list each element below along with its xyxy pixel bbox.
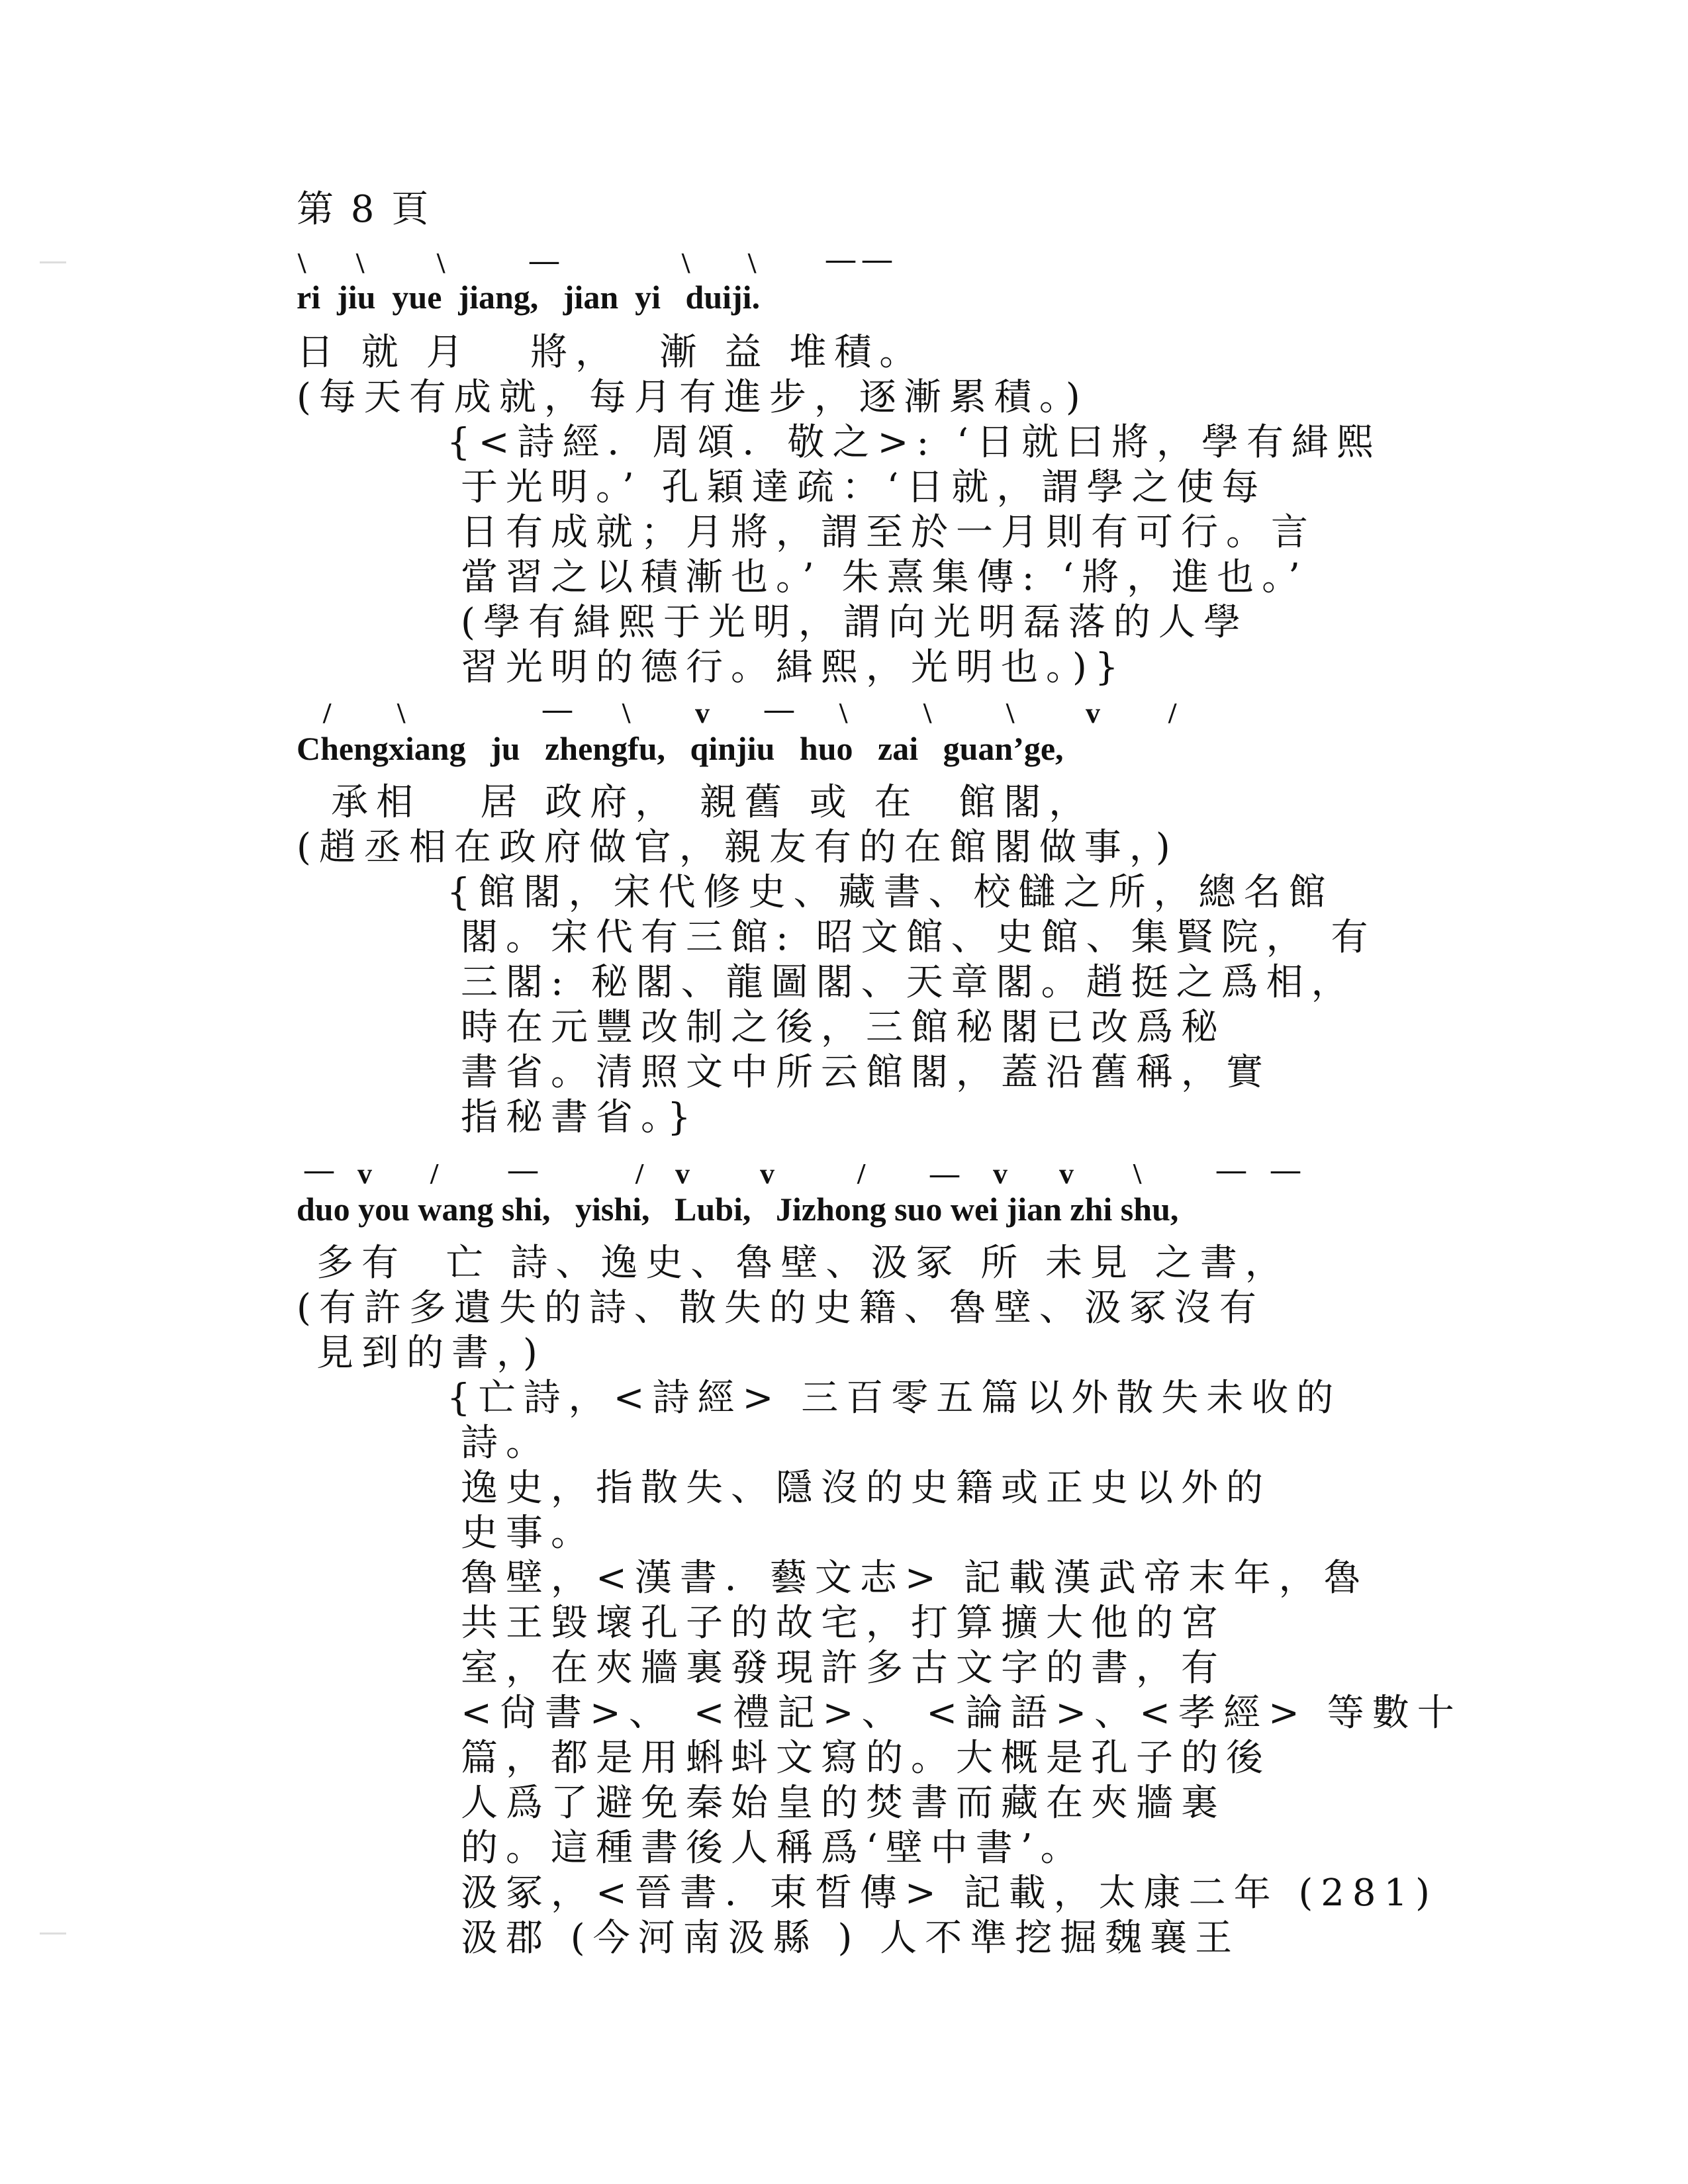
note-line: 魯壁，<漢書．藝文志> 記載漢武帝末年，魯: [461, 1557, 1369, 1600]
tone-mark: —: [930, 1158, 959, 1190]
note-line: 時在元豐改制之後，三館秘閣已改爲秘: [461, 1006, 1226, 1049]
tone-mark: /: [323, 697, 332, 729]
hanzi-line: 多有 亡 詩、逸史、魯壁、汲冢 所 未見 之書，: [316, 1242, 1290, 1285]
scan-artifact: [40, 1933, 66, 1934]
note-line: {亡詩，<詩經> 三百零五篇以外散失未收的: [447, 1377, 1342, 1420]
tone-mark: \: [682, 247, 690, 279]
tone-mark: /: [635, 1158, 644, 1190]
note-line: {<詩經．周頌．敬之>: ‘日就曰將，學有緝熙: [447, 421, 1382, 464]
tone-mark: \: [748, 247, 757, 279]
hanzi-line: 承相 居 政府， 親舊 或 在 館閣，: [331, 781, 1094, 824]
tone-mark: v: [993, 1158, 1008, 1190]
tone-mark: v: [760, 1158, 774, 1190]
note-line: 汲郡 (今河南汲縣 ) 人不準挖掘魏襄王: [461, 1917, 1241, 1960]
tone-mark: /: [1168, 697, 1177, 729]
tone-mark: —: [1217, 1154, 1246, 1186]
note-line: {館閣，宋代修史、藏書、校讎之所，總名館: [447, 871, 1334, 914]
tone-mark: \: [437, 247, 445, 279]
pinyin-line: duo you wang shi, yishi, Lubi, Jizhong suo wei jian zhi shu,: [297, 1191, 1179, 1228]
translation-line: 見到的書，): [316, 1332, 545, 1375]
tone-mark: v: [695, 697, 710, 729]
tone-mark: /: [430, 1158, 439, 1190]
scan-artifact: [40, 261, 66, 263]
note-line: 室，在夾牆裏發現許多古文字的書，有: [461, 1647, 1226, 1690]
pinyin-line: Chengxiang ju zhengfu, qinjiu huo zai guan’ge,: [297, 730, 1064, 767]
note-line: 日有成就；月將，謂至於一月則有可行。言: [461, 511, 1316, 554]
tone-mark: v: [1059, 1158, 1074, 1190]
tone-mark: \: [356, 247, 365, 279]
tone-mark: —: [765, 693, 794, 725]
tone-mark: \: [298, 247, 306, 279]
note-line: (學有緝熙于光明，謂向光明磊落的人學: [461, 601, 1248, 644]
page-number: 第 8 頁: [297, 188, 432, 231]
note-line: 習光明的德行。緝熙，光明也。)}: [461, 646, 1127, 689]
tone-mark: \: [397, 697, 406, 729]
note-line: 人爲了避免秦始皇的焚書而藏在夾牆裏: [461, 1782, 1226, 1825]
tone-mark: —: [530, 244, 559, 277]
translation-line: (有許多遺失的詩、散失的史籍、魯壁、汲冢沒有: [297, 1287, 1264, 1330]
tone-mark: v: [1086, 697, 1100, 729]
tone-mark: v: [675, 1158, 690, 1190]
tone-mark: \: [622, 697, 631, 729]
tone-mark: \: [1133, 1158, 1142, 1190]
note-line: 書省。清照文中所云館閣，蓋沿舊稱，實: [461, 1051, 1271, 1094]
tone-mark: —: [543, 693, 572, 725]
tone-mark: v: [357, 1158, 372, 1190]
note-line: <尙書>、 <禮記>、 <論語>、<孝經> 等數十: [461, 1692, 1462, 1735]
note-line: 篇，都是用蝌蚪文寫的。大概是孔子的後: [461, 1737, 1271, 1780]
note-line: 當習之以積漸也。’ 朱熹集傳: ‘將，進也。’: [461, 556, 1308, 599]
note-line: 的。這種書後人稱爲‘壁中書’。: [461, 1827, 1086, 1870]
tone-mark: —: [305, 1154, 334, 1186]
tone-mark: — —: [826, 243, 892, 275]
tone-mark: /: [857, 1158, 866, 1190]
pinyin-line: ri jiu yue jiang, jian yi duiji.: [297, 279, 761, 316]
note-line: 汲冢，<晉書．束晳傳> 記載，太康二年 (281): [461, 1872, 1438, 1915]
tone-mark: \: [923, 697, 932, 729]
note-line: 共王毀壞孔子的故宅，打算擴大他的宮: [461, 1602, 1226, 1645]
tone-mark: \: [839, 697, 848, 729]
tone-mark: —: [508, 1154, 538, 1186]
note-line: 于光明。’ 孔穎達疏：‘日就，謂學之使每: [461, 466, 1267, 509]
tone-mark: —: [1271, 1154, 1300, 1186]
translation-line: (每天有成就，每月有進步，逐漸累積。): [297, 376, 1088, 419]
tone-mark: \: [1006, 697, 1015, 729]
note-line: 指秘書省。}: [461, 1096, 699, 1139]
note-line: 詩。: [461, 1422, 551, 1465]
note-line: 史事。: [461, 1512, 596, 1555]
note-line: 逸史，指散失、隱沒的史籍或正史以外的: [461, 1467, 1271, 1510]
note-line: 三閣: 秘閣、龍圖閣、天章閣。趙挺之爲相，: [461, 961, 1356, 1004]
translation-line: (趙丞相在政府做官，親友有的在館閣做事，): [297, 826, 1178, 869]
hanzi-line: 日 就 月 將， 漸 益 堆積。: [297, 331, 925, 374]
note-line: 閣。宋代有三館: 昭文館、史館、集賢院， 有: [461, 916, 1376, 959]
